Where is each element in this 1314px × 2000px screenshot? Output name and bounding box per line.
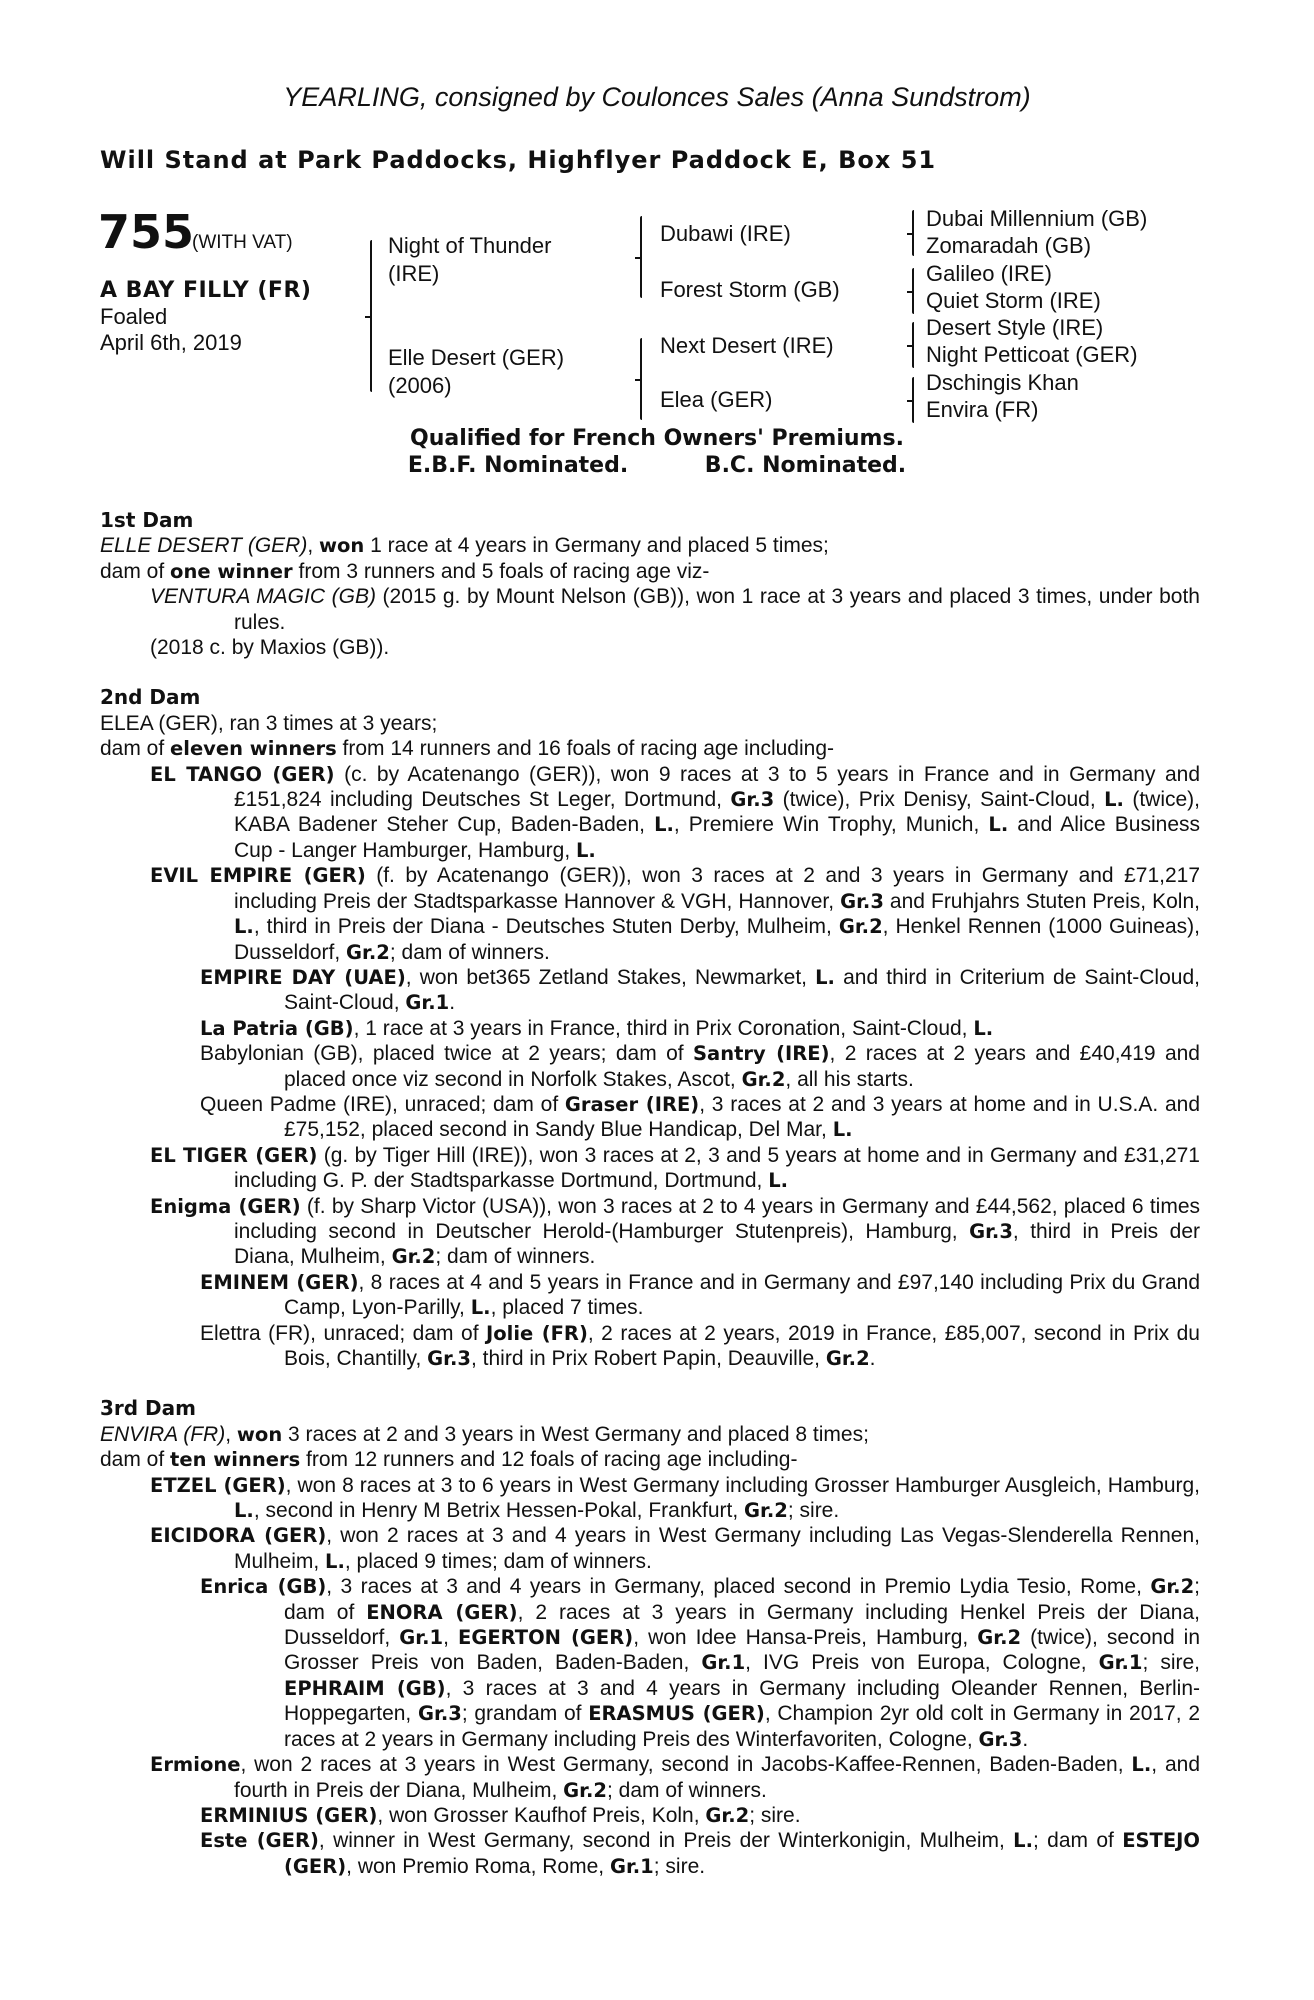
bold-text: L. — [815, 965, 835, 989]
dam-sections — [100, 508, 1200, 1904]
bold-text: Gr.3 — [840, 889, 884, 913]
text: , won 8 races at 3 to 6 years in West Germany including Grosser Hamburger Ausgleich, Hamburg, — [285, 1473, 1201, 1497]
text: (c. by Acatenango (GER)), won 9 races at 3 to 5 years in France and in Germany and £151,824 including Deutsches St Leger, Dortmund, — [234, 762, 1200, 812]
bold-text: Ermione — [150, 1753, 241, 1777]
text: ; dam of winners. — [606, 1778, 767, 1802]
progeny-entry — [100, 1828, 1200, 1879]
text: , — [443, 1626, 459, 1650]
text: 3 races at 2 and 3 years in West Germany and placed 8 times; — [282, 1422, 869, 1446]
sire-country: (IRE) — [388, 261, 440, 286]
bold-text: Gr.3 — [427, 1347, 471, 1370]
dam-section — [100, 685, 1200, 1371]
bold-text: L. — [234, 1499, 254, 1523]
text: (f. by Acatenango (GER)), won 3 races at 2 and 3 years in Germany and £71,217 including Preis der Stadtsparkasse Hannover & VGH, Hannover, — [234, 864, 1201, 913]
foaled-info — [100, 304, 242, 356]
bold-text: L. — [768, 1169, 789, 1193]
pedigree-brace — [912, 322, 914, 368]
bold-text: EVIL EMPIRE (GER) — [150, 864, 366, 888]
progeny-entry — [100, 1041, 1200, 1092]
bold-text: won — [319, 534, 365, 558]
text: , third in Prix Robert Papin, Deauville, — [471, 1347, 826, 1370]
bold-text: Gr.2 — [977, 1626, 1022, 1650]
progeny-entry — [100, 1016, 1200, 1041]
progeny-entry — [100, 1752, 1200, 1803]
dam-year: (2006) — [388, 373, 452, 398]
ancestor: Dubai Millennium (GB) — [926, 206, 1148, 231]
dam-name: Elle Desert (GER) — [388, 345, 565, 370]
ancestor: Night Petticoat (GER) — [926, 342, 1138, 368]
nominations-note: E.B.F. Nominated. B.C. Nominated. — [407, 453, 907, 478]
pedigree-brace — [640, 338, 642, 420]
text: , 1 race at 3 years in France, third in Prix Coronation, Saint-Cloud, — [353, 1016, 974, 1040]
text: , won Idee Hansa-Preis, Hamburg, — [633, 1626, 978, 1650]
text: . — [449, 991, 456, 1015]
bold-text: Este (GER) — [200, 1829, 319, 1853]
pedigree-dam-sire: Next Desert (IRE) — [660, 333, 834, 358]
text: ; grandam of — [461, 1702, 589, 1726]
progeny-entry — [100, 1574, 1200, 1752]
progeny-entry — [100, 1523, 1200, 1574]
pedigree-third-generation — [926, 205, 1147, 423]
section-title: 1st Dam — [100, 508, 194, 532]
bold-text: EL TIGER (GER) — [150, 1143, 318, 1167]
bold-text: ETZEL (GER) — [150, 1473, 286, 1497]
text: (2015 g. by Mount Nelson (GB)), won 1 race at 3 years and placed 3 times, under both rules. — [234, 585, 1200, 634]
text: . — [1022, 1727, 1029, 1751]
bold-text: one winner — [170, 559, 293, 583]
ancestor: Envira (FR) — [926, 397, 1039, 423]
foaled-date: April 6th, 2019 — [100, 330, 242, 355]
text: , placed 9 times; dam of winners. — [344, 1549, 652, 1573]
bold-text: EGERTON (GER) — [458, 1626, 634, 1650]
bold-text: L. — [832, 1118, 853, 1142]
ancestor: Galileo (IRE) — [926, 260, 1052, 286]
progeny-entry — [100, 762, 1200, 864]
text: ; dam of winners. — [435, 1245, 596, 1269]
progeny-entry — [100, 584, 1200, 635]
bold-text: Gr.2 — [391, 1245, 436, 1269]
bold-text: Gr.3 — [417, 1702, 462, 1726]
bold-text: ENORA (GER) — [366, 1600, 518, 1624]
text: ; sire. — [787, 1499, 840, 1523]
bold-text: Santry (IRE) — [693, 1042, 830, 1066]
ancestor: Quiet Storm (IRE) — [926, 287, 1101, 313]
dam-section — [100, 1396, 1200, 1879]
progeny-entry — [100, 1321, 1200, 1372]
text: dam of — [100, 737, 171, 761]
text: , won Premio Roma, Rome, — [346, 1854, 610, 1878]
text: dam of — [100, 1448, 171, 1472]
dam-record — [100, 736, 1200, 761]
text: (f. by Sharp Victor (USA)), won 3 races at 2 to 4 years in Germany and £44,562, placed 6 times including second in Deutscher Herold-(Hamburger Stutenpreis), Hamburg, — [234, 1194, 1201, 1243]
progeny-entry — [100, 965, 1200, 1016]
pedigree-brace — [912, 377, 914, 423]
text: , won bet365 Zetland Stakes, Newmarket, — [405, 965, 816, 989]
text: from 14 runners and 16 foals of racing age including- — [336, 737, 834, 761]
text: , and fourth in Preis der Diana, Mulheim, — [234, 1753, 1200, 1802]
foaled-label: Foaled — [100, 304, 168, 329]
bold-text: ERMINIUS (GER) — [200, 1803, 378, 1827]
progeny-entry — [100, 1092, 1200, 1143]
bold-text: EMPIRE DAY (UAE) — [200, 965, 406, 989]
text: , all his starts. — [785, 1067, 914, 1091]
text: Babylonian (GB), placed twice at 2 years; dam of — [200, 1042, 694, 1066]
text: , third in Preis der Diana - Deutsches Stuten Derby, Mulheim, — [253, 915, 839, 939]
bold-text: EICIDORA (GER) — [150, 1524, 327, 1548]
stand-location: Will Stand at Park Paddocks, Highflyer Paddock E, Box 51 — [100, 146, 937, 174]
progeny-entry — [100, 635, 1200, 660]
text: , Champion 2yr old colt in Germany in 2017, 2 races at 2 years in Germany including Preis des Winterfavoriten, Cologne, — [284, 1702, 1200, 1751]
text: ; sire, — [1142, 1651, 1200, 1675]
dam-record — [100, 559, 1200, 584]
ancestor: Zomaradah (GB) — [926, 233, 1092, 259]
bold-text: Gr.1 — [701, 1651, 746, 1675]
text: (g. by Tiger Hill (IRE)), won 3 races at 2, 3 and 5 years at home and in Germany and £31,271 including G. P. der Stadtsparkasse Dortmund, Dortmund, — [234, 1143, 1200, 1193]
bold-text: EL TANGO (GER) — [150, 762, 335, 786]
section-title: 3rd Dam — [100, 1396, 196, 1421]
lot-number: 755 — [98, 205, 195, 259]
bold-text: Gr.2 — [705, 1803, 750, 1827]
bold-text: Gr.1 — [1098, 1651, 1143, 1675]
bold-text: L. — [654, 813, 674, 837]
pedigree-brace — [912, 210, 914, 256]
ancestor: Desert Style (IRE) — [926, 315, 1104, 341]
ancestor: Dschingis Khan — [926, 369, 1079, 395]
vat-note: (WITH VAT) — [192, 232, 293, 253]
text: , — [307, 534, 320, 558]
text: 1 race at 4 years in Germany and placed 5 times; — [364, 534, 829, 558]
text: , third in Preis der Diana, Mulheim, — [234, 1219, 1200, 1269]
italic-text: ELLE DESERT (GER) — [100, 534, 308, 558]
text: , 3 races at 2 and 3 years at home and in U.S.A. and £75,152, placed second in Sandy Blue Handicap, Del Mar, — [284, 1092, 1201, 1142]
bold-text: L. — [234, 915, 254, 939]
text: and Fruhjahrs Stuten Preis, Koln, — [883, 889, 1200, 913]
bold-text: ESTEJO (GER) — [284, 1829, 1201, 1878]
bold-text: ten winners — [170, 1448, 301, 1472]
pedigree-brace — [912, 268, 914, 314]
bold-text: Gr.3 — [978, 1727, 1023, 1751]
pedigree-brace — [370, 240, 372, 392]
text: , won 2 races at 3 years in West Germany, second in Jacobs-Kaffee-Rennen, Baden-Baden, — [240, 1753, 1132, 1777]
section-title: 2nd Dam — [100, 685, 201, 710]
pedigree-dam-dam: Elea (GER) — [660, 387, 773, 412]
dam-section — [100, 508, 1200, 660]
text: , won 2 races at 3 and 4 years in West Germany including Las Vegas-Slenderella Rennen, Mulheim, — [234, 1524, 1200, 1573]
progeny-entry — [100, 863, 1200, 965]
bold-text: Gr.2 — [825, 1347, 870, 1370]
text: and Alice Business Cup - Langer Hamburger, Hamburg, — [234, 813, 1201, 862]
text: (twice), KABA Badener Steher Cup, Baden-Baden, — [234, 788, 1201, 837]
text: ; sire. — [749, 1803, 801, 1827]
bold-text: Gr.2 — [744, 1499, 788, 1523]
text: (twice), Prix Denisy, Saint-Cloud, — [774, 788, 1105, 812]
bold-text: Enrica (GB) — [200, 1575, 327, 1599]
text: , Henkel Rennen (1000 Guineas), Dusseldorf, — [234, 915, 1201, 964]
bold-text: Gr.2 — [741, 1067, 786, 1091]
bold-text: Enigma (GER) — [150, 1194, 301, 1218]
progeny-entry — [100, 1473, 1200, 1524]
text: ; dam of — [284, 1575, 1200, 1624]
bold-text: Gr.2 — [1150, 1575, 1195, 1599]
bold-text: Gr.1 — [609, 1854, 654, 1878]
text: , placed 7 times. — [490, 1296, 644, 1320]
progeny-entry — [100, 1270, 1200, 1321]
italic-text: VENTURA MAGIC (GB) — [150, 585, 376, 609]
dam-record — [100, 1422, 1200, 1447]
italic-text: ENVIRA (FR) — [100, 1422, 226, 1446]
bold-text: L. — [1104, 788, 1124, 812]
dam-record — [100, 1447, 1200, 1472]
dam-record — [100, 711, 1200, 736]
bold-text: Gr.3 — [730, 788, 775, 812]
bold-text: L. — [1013, 1829, 1033, 1853]
bold-text: L. — [325, 1549, 345, 1573]
bold-text: ERASMUS (GER) — [588, 1702, 765, 1726]
text: , winner in West Germany, second in Preis der Winterkonigin, Mulheim, — [318, 1829, 1014, 1853]
pedigree-sire-dam: Forest Storm (GB) — [660, 277, 840, 302]
text: Queen Padme (IRE), unraced; dam of — [200, 1092, 565, 1116]
bold-text: EMINEM (GER) — [200, 1270, 359, 1294]
dam-record — [100, 533, 1200, 558]
bold-text: EPHRAIM (GB) — [284, 1676, 446, 1700]
premiums-note: Qualified for French Owners' Premiums. — [410, 426, 904, 451]
text: from 3 runners and 5 foals of racing age viz- — [292, 559, 710, 583]
sire-name: Night of Thunder — [388, 233, 552, 258]
text: (2018 c. by Maxios (GB)). — [150, 636, 390, 660]
bold-text: L. — [988, 813, 1009, 837]
bold-text: L. — [576, 838, 596, 862]
text: from 12 runners and 12 foals of racing age including- — [300, 1448, 798, 1472]
text: . — [869, 1347, 876, 1370]
bold-text: Gr.1 — [399, 1626, 444, 1650]
pedigree-dam — [388, 344, 564, 400]
text: Elettra (FR), unraced; dam of — [200, 1321, 487, 1345]
text: , won Grosser Kaufhof Preis, Koln, — [377, 1803, 706, 1827]
bold-text: Gr.2 — [838, 915, 883, 939]
text: ELEA (GER), ran 3 times at 3 years; — [100, 711, 438, 735]
text: , 2 races at 3 years in Germany including Henkel Preis der Diana, Dusseldorf, — [284, 1600, 1200, 1650]
text: , IVG Preis von Europa, Cologne, — [745, 1651, 1099, 1675]
text: ; sire. — [653, 1854, 706, 1878]
consignor-line: YEARLING, consigned by Coulonces Sales (Anna Sundstrom) — [283, 82, 1031, 112]
progeny-entry — [100, 1194, 1200, 1270]
text: and third in Criterium de Saint-Cloud, Saint-Cloud, — [284, 965, 1200, 1015]
bold-text: won — [236, 1422, 283, 1446]
bold-text: L. — [470, 1296, 491, 1320]
bold-text: Jolie (FR) — [486, 1321, 588, 1345]
bold-text: Gr.2 — [346, 940, 390, 964]
bold-text: L. — [973, 1016, 994, 1040]
text: (twice), second in Grosser Preis von Baden, Baden-Baden, — [284, 1626, 1201, 1675]
bold-text: L. — [1131, 1753, 1152, 1777]
text: , Premiere Win Trophy, Munich, — [673, 813, 989, 837]
text: , — [225, 1422, 237, 1446]
text: , 2 races at 2 years, 2019 in France, £85,007, second in Prix du Bois, Chantilly, — [284, 1321, 1200, 1370]
bold-text: Graser (IRE) — [564, 1092, 700, 1116]
text: , 8 races at 4 and 5 years in France and in Germany and £97,140 including Prix du Grand Camp, Lyon-Parilly, — [284, 1270, 1200, 1320]
bold-text: Gr.1 — [405, 991, 450, 1015]
bold-text: Gr.3 — [969, 1219, 1013, 1243]
progeny-entry — [100, 1143, 1200, 1194]
bold-text: eleven winners — [170, 737, 337, 761]
progeny-entry — [100, 1803, 1200, 1828]
lot-description: A BAY FILLY (FR) — [100, 278, 312, 303]
text: , 3 races at 3 and 4 years in Germany, placed second in Premio Lydia Tesio, Rome, — [326, 1575, 1151, 1599]
bold-text: La Patria (GB) — [200, 1016, 354, 1040]
text: dam of — [100, 559, 171, 583]
text: , 2 races at 2 years and £40,419 and placed once viz second in Norfolk Stakes, Ascot, — [284, 1042, 1200, 1091]
pedigree-sire-sire: Dubawi (IRE) — [660, 221, 791, 246]
text: ; dam of winners. — [389, 940, 550, 964]
text: , 3 races at 3 and 4 years in Germany including Oleander Rennen, Berlin-Hoppegarten, — [284, 1676, 1200, 1726]
pedigree-brace — [640, 216, 642, 298]
text: ; dam of — [1033, 1829, 1123, 1853]
text: , second in Henry M Betrix Hessen-Pokal, Frankfurt, — [253, 1499, 745, 1523]
bold-text: Gr.2 — [563, 1778, 607, 1802]
pedigree-sire — [388, 232, 551, 288]
